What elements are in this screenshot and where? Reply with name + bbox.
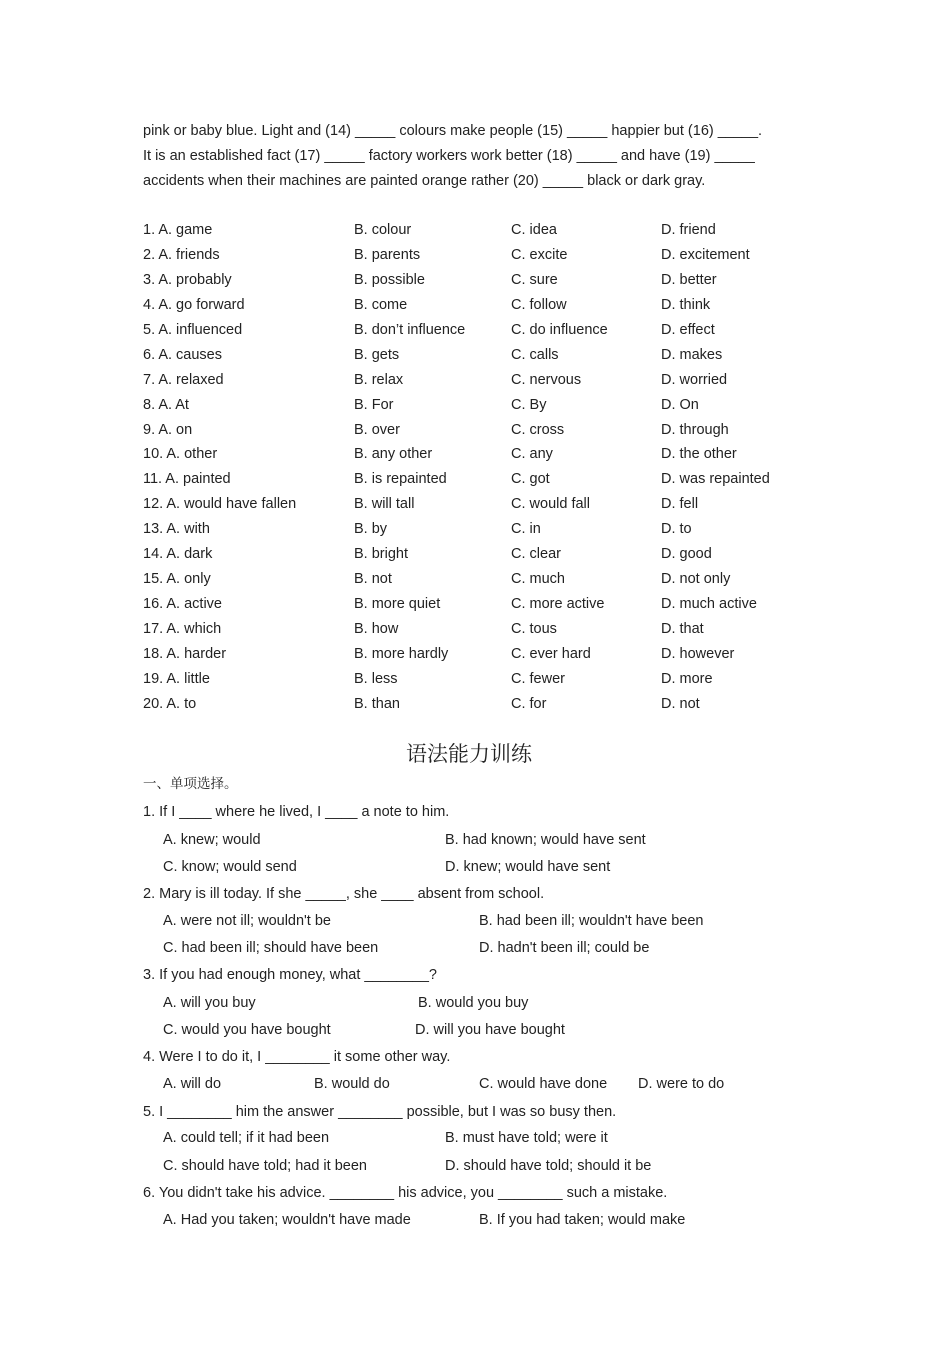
option-d: D. much active — [661, 596, 757, 613]
option-d: D. through — [661, 421, 729, 438]
option-c: C. got — [511, 471, 550, 488]
option-b: B. over — [354, 421, 400, 438]
option-d: D. better — [661, 271, 717, 288]
option-b: B. come — [354, 296, 408, 313]
option-a: 16. A. active — [143, 596, 222, 613]
option-a: 14. A. dark — [143, 546, 213, 563]
option-d: D. however — [661, 645, 735, 662]
option-a: 18. A. harder — [143, 645, 227, 662]
option-b: B. parents — [354, 246, 421, 263]
option-b: B. would do — [314, 1076, 390, 1092]
option-b: B. must have told; were it — [445, 1130, 608, 1146]
option-b: B. not — [354, 571, 392, 588]
option-c: C. know; would send — [163, 859, 297, 875]
option-d: D. friend — [661, 222, 716, 238]
option-c: C. would fall — [511, 496, 590, 513]
option-a: 12. A. would have fallen — [143, 496, 297, 513]
option-c: C. clear — [511, 546, 561, 563]
option-c: C. idea — [511, 222, 557, 238]
option-a: 6. A. causes — [143, 346, 222, 363]
question-5: 5. I ________ him the answer ________ possible, but I was so busy then. — [143, 1104, 617, 1120]
option-b: B. If you had taken; would make — [479, 1212, 686, 1228]
option-d: D. makes — [661, 346, 723, 363]
option-d: D. fell — [661, 496, 699, 513]
option-c: C. should have told; had it been — [163, 1158, 367, 1174]
option-d: D. will you have bought — [415, 1022, 565, 1038]
option-d: D. more — [661, 670, 713, 687]
option-a: A. could tell; if it had been — [163, 1130, 330, 1146]
option-d: D. was repainted — [661, 471, 770, 488]
option-a: 13. A. with — [143, 521, 210, 538]
option-c: C. nervous — [511, 371, 582, 388]
option-d: D. to — [661, 521, 692, 538]
option-a: 2. A. friends — [143, 246, 220, 263]
option-d: D. not only — [661, 571, 731, 588]
option-a: 7. A. relaxed — [143, 371, 224, 388]
option-a: 19. A. little — [143, 670, 210, 687]
option-d: D. the other — [661, 446, 737, 463]
option-b: B. had known; would have sent — [445, 832, 646, 848]
question-6: 6. You didn't take his advice. ________ his advice, you ________ such a mistake. — [143, 1185, 668, 1201]
passage-line: It is an established fact (17) _____ factory workers work better (18) _____ and have (19) _____ — [143, 148, 755, 164]
option-b: B. would you buy — [418, 995, 529, 1011]
option-b: B. relax — [354, 371, 404, 388]
option-c: C. had been ill; should have been — [163, 940, 379, 956]
option-b: B. is repainted — [354, 471, 447, 488]
option-a: A. were not ill; wouldn't be — [163, 913, 331, 929]
option-d: D. effect — [661, 321, 715, 338]
option-a: 8. A. At — [143, 396, 189, 413]
option-b: B. gets — [354, 346, 400, 363]
option-d: D. that — [661, 621, 704, 637]
option-d: D. On — [661, 396, 699, 413]
option-c: C. much — [511, 571, 565, 588]
option-b: B. any other — [354, 446, 433, 463]
option-a: 20. A. to — [143, 695, 197, 712]
option-d: D. knew; would have sent — [445, 859, 611, 875]
option-c: C. more active — [511, 596, 605, 613]
option-c: C. would you have bought — [163, 1022, 331, 1038]
question-4: 4. Were I to do it, I ________ it some other way. — [143, 1049, 451, 1065]
option-c: C. follow — [511, 296, 567, 313]
option-b: B. had been ill; wouldn't have been — [479, 913, 704, 929]
option-a: 5. A. influenced — [143, 321, 243, 338]
option-c: C. fewer — [511, 670, 565, 687]
option-d: D. good — [661, 546, 712, 563]
option-d: D. hadn't been ill; could be — [479, 940, 650, 956]
option-b: B. less — [354, 670, 398, 687]
option-b: B. how — [354, 621, 399, 637]
option-b: B. don’t influence — [354, 321, 466, 338]
option-d: D. worried — [661, 371, 728, 388]
option-b: B. than — [354, 695, 400, 712]
option-c: C. sure — [511, 271, 558, 288]
option-b: B. bright — [354, 546, 408, 563]
option-a: 1. A. game — [143, 222, 213, 238]
question-2: 2. Mary is ill today. If she _____, she ____ absent from school. — [143, 886, 545, 902]
option-c: C. in — [511, 521, 541, 538]
section-title: 语法能力训练 — [406, 742, 532, 766]
option-a: 3. A. probably — [143, 271, 232, 288]
question-1: 1. If I ____ where he lived, I ____ a note to him. — [143, 804, 450, 820]
option-d: D. were to do — [638, 1076, 725, 1092]
option-b: B. possible — [354, 271, 425, 288]
option-c: C. do influence — [511, 321, 608, 338]
option-c: C. any — [511, 446, 553, 463]
option-d: D. excitement — [661, 246, 750, 263]
option-c: C. would have done — [479, 1076, 608, 1092]
question-3: 3. If you had enough money, what ________? — [143, 967, 437, 983]
option-c: C. By — [511, 396, 547, 413]
section-heading: 一、单项选择。 — [143, 776, 238, 792]
option-c: C. for — [511, 695, 547, 712]
option-c: C. calls — [511, 346, 559, 363]
option-b: B. more hardly — [354, 645, 449, 662]
option-a: 11. A. painted — [143, 471, 231, 488]
option-a: A. Had you taken; wouldn't have made — [163, 1212, 411, 1228]
option-b: B. by — [354, 521, 388, 538]
option-c: C. excite — [511, 246, 568, 263]
option-a: A. knew; would — [163, 832, 261, 848]
option-d: D. think — [661, 296, 711, 313]
option-a: 17. A. which — [143, 621, 222, 637]
option-a: 10. A. other — [143, 446, 218, 463]
passage-line: pink or baby blue. Light and (14) _____ colours make people (15) _____ happier but (16) _____. — [143, 123, 763, 139]
option-d: D. not — [661, 695, 700, 712]
option-a: A. will you buy — [163, 995, 256, 1011]
option-b: B. colour — [354, 222, 412, 238]
option-a: A. will do — [163, 1076, 222, 1092]
passage-line: accidents when their machines are painted orange rather (20) _____ black or dark gray. — [143, 173, 706, 189]
option-a: 4. A. go forward — [143, 296, 245, 313]
option-a: 9. A. on — [143, 421, 193, 438]
option-c: C. ever hard — [511, 645, 591, 662]
option-b: B. more quiet — [354, 596, 441, 613]
option-a: 15. A. only — [143, 571, 211, 588]
passage-text — [143, 119, 843, 194]
option-c: C. cross — [511, 421, 565, 438]
option-b: B. For — [354, 396, 394, 413]
option-d: D. should have told; should it be — [445, 1158, 652, 1174]
option-b: B. will tall — [354, 496, 415, 513]
option-c: C. tous — [511, 621, 557, 637]
